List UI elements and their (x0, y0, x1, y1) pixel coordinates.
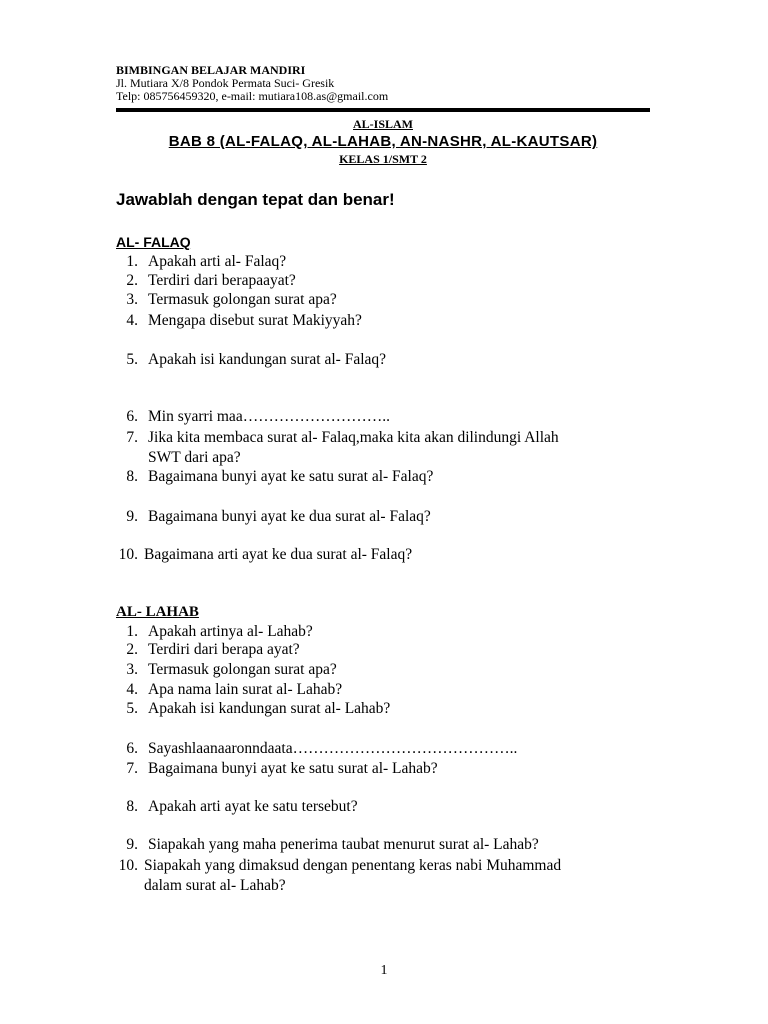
question-number: 5. (126, 351, 138, 368)
question-text: Bagaimana bunyi ayat ke satu surat al- Lahab? (148, 760, 438, 777)
question-number: 5. (126, 700, 138, 717)
question-text: Apakah isi kandungan surat al- Lahab? (148, 700, 391, 717)
instruction: Jawablah dengan tepat dan benar! (116, 190, 395, 209)
question-text: Apakah artinya al- Lahab? (148, 623, 313, 640)
question-number: 2. (126, 272, 138, 289)
question-text: Sayashlaanaaronndaata…………………………………….. (148, 740, 518, 757)
section-heading-al-falaq: AL- FALAQ (116, 234, 191, 250)
header-divider (116, 108, 650, 112)
question-number: 4. (126, 312, 138, 329)
section-heading-al-lahab: AL- LAHAB (116, 604, 199, 620)
org-contact: Telp: 085756459320, e-mail: mutiara108.as@gmail.com (116, 89, 389, 103)
question-text: Siapakah yang maha penerima taubat menurut surat al- Lahab? (148, 836, 539, 853)
question-number: 1. (126, 623, 138, 640)
question-text: Bagaimana bunyi ayat ke dua surat al- Falaq? (148, 508, 431, 525)
question-number: 4. (126, 681, 138, 698)
question-text: Apakah isi kandungan surat al- Falaq? (148, 351, 387, 368)
question-number: 9. (126, 836, 138, 853)
question-text-continued: SWT dari apa? (148, 449, 241, 466)
question-text: Siapakah yang dimaksud dengan penentang keras nabi Muhammad (144, 857, 562, 874)
question-text: Terdiri dari berapa ayat? (148, 641, 300, 658)
question-text: Termasuk golongan surat apa? (148, 291, 337, 308)
class-title: KELAS 1/SMT 2 (339, 152, 427, 166)
question-number: 10. (118, 857, 138, 874)
question-text: Terdiri dari berapaayat? (148, 272, 296, 289)
question-number: 7. (126, 760, 138, 777)
chapter-title: BAB 8 (AL-FALAQ, AL-LAHAB, AN-NASHR, AL-KAUTSAR) (168, 133, 598, 150)
question-text: Apa nama lain surat al- Lahab? (148, 681, 343, 698)
org-address: Jl. Mutiara X/8 Pondok Permata Suci- Gresik (116, 76, 335, 90)
question-number: 6. (126, 408, 138, 425)
question-number: 1. (126, 253, 138, 270)
question-text: Bagaimana arti ayat ke dua surat al- Falaq? (144, 546, 413, 563)
question-text: Bagaimana bunyi ayat ke satu surat al- Falaq? (148, 468, 434, 485)
question-text: Mengapa disebut surat Makiyyah? (148, 312, 362, 329)
question-number: 9. (126, 508, 138, 525)
question-text: Apakah arti al- Falaq? (148, 253, 287, 270)
question-number: 7. (126, 429, 138, 446)
question-text: Termasuk golongan surat apa? (148, 661, 337, 678)
question-text: Jika kita membaca surat al- Falaq,maka kita akan dilindungi Allah (148, 429, 559, 446)
subject-title: AL-ISLAM (352, 117, 413, 131)
question-text: Min syarri maa……………………….. (148, 408, 390, 425)
question-number: 3. (126, 661, 138, 678)
question-number: 8. (126, 798, 138, 815)
org-name: BIMBINGAN BELAJAR MANDIRI (116, 63, 306, 77)
question-text: Apakah arti ayat ke satu tersebut? (148, 798, 358, 815)
question-number: 6. (126, 740, 138, 757)
question-number: 2. (126, 641, 138, 658)
question-number: 8. (126, 468, 138, 485)
question-number: 3. (126, 291, 138, 308)
question-number: 10. (118, 546, 138, 563)
question-text-continued: dalam surat al- Lahab? (144, 877, 286, 894)
page-number: 1 (380, 963, 388, 978)
